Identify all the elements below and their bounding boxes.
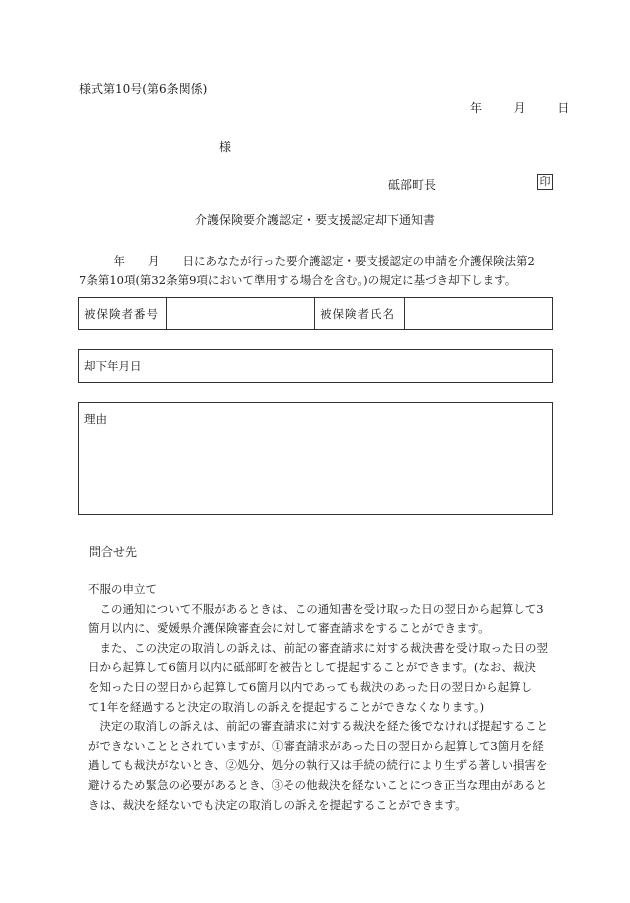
- document-title: 介護保険要介護認定・要支援認定却下通知書: [194, 213, 435, 227]
- objection-line: 避けるため緊急の必要があるとき、③その他裁決を経ないことにつき正当な理由があると: [88, 777, 548, 792]
- notice-body: [79, 252, 554, 290]
- notice-body-line: 年 月 日にあなたが行った要介護認定・要支援認定の申請を介護保険法第2: [79, 254, 535, 268]
- rejection-date-field[interactable]: [78, 349, 553, 383]
- objection-line: 日から起算して6箇月以内に砥部町を被告として提起することができます。(なお、裁決: [88, 660, 536, 675]
- insured-name-label: 被保険者氏名: [315, 298, 405, 329]
- reason-field[interactable]: [78, 402, 553, 515]
- objection-line: て1年を経過すると決定の取消しの訴えを提起することができなくなります。): [88, 699, 485, 714]
- date-year: 年: [470, 101, 483, 115]
- insured-number-label: 被保険者番号: [79, 298, 167, 329]
- date-month: 月: [513, 101, 526, 115]
- insured-number-field[interactable]: [167, 298, 315, 329]
- addressee-suffix: 様: [219, 140, 232, 154]
- objection-line: 決定の取消しの訴えは、前記の審査請求に対する裁決を経た後でなければ提起すること: [88, 719, 548, 734]
- issue-date: [470, 99, 569, 116]
- objection-line: を知った日の翌日から起算して6箇月以内であっても裁決のあった日の翌日から起算し: [88, 679, 533, 694]
- date-day: 日: [557, 101, 570, 115]
- objection-line: きは、裁決を経ないでも決定の取消しの訴えを提起することができます。: [88, 797, 467, 812]
- objection-line: この通知について不服があるときは、この通知書を受け取った日の翌日から起算して3: [88, 601, 544, 616]
- objection-line: ができないこととされていますが、①審査請求があった日の翌日から起算して3箇月を経: [88, 738, 544, 753]
- form-number: 様式第10号(第6条関係): [79, 82, 208, 96]
- objection-section: [88, 580, 558, 815]
- seal-mark: 印: [537, 174, 553, 190]
- objection-line: 過しても裁決がないとき、②処分、処分の執行又は手続の続行により生ずる著しい損害を: [88, 758, 548, 773]
- inquiry-label: 問合せ先: [89, 545, 138, 559]
- insured-name-field[interactable]: [405, 298, 552, 329]
- objection-line: また、この決定の取消しの訴えは、前記の審査請求に対する裁決書を受け取った日の翌: [88, 640, 548, 655]
- objection-heading: 不服の申立て: [88, 582, 157, 596]
- insured-info-row: [78, 297, 553, 330]
- notice-body-line: 7条第10項(第32条第9項において準用する場合を含む。)の規定に基づき却下します。: [79, 273, 517, 287]
- reason-label: 理由: [84, 412, 107, 426]
- objection-line: 箇月以内に、愛媛県介護保険審査会に対して審査請求をすることができます。: [88, 621, 490, 636]
- issuer-name: 砥部町長: [388, 178, 437, 192]
- rejection-date-label: 却下年月日: [84, 359, 142, 373]
